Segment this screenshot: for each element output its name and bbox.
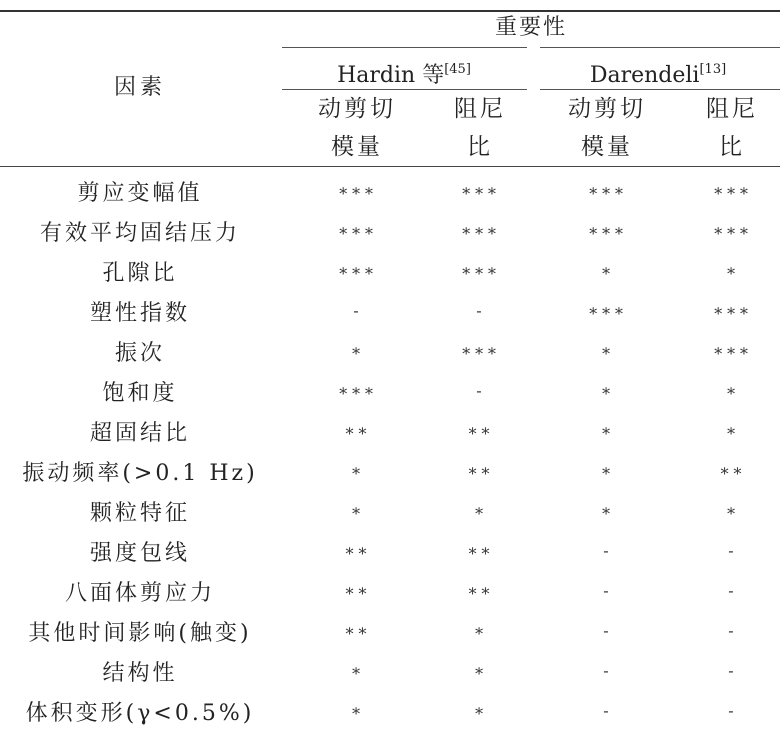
table-row [0, 450, 780, 490]
subheader-line: 模量 [331, 134, 383, 160]
rating-cell: ∗∗ [467, 581, 493, 600]
factor-cell: 有效平均固结压力 [39, 221, 241, 246]
table-row [0, 290, 780, 330]
factor-cell: 剪应变幅值 [77, 181, 203, 206]
rating-cell: ∗ [473, 661, 487, 680]
rating-cell: ∗ [350, 461, 364, 480]
darendeli-group-rule [540, 47, 780, 48]
subheader-hardin-shear-modulus [297, 90, 417, 166]
subheader-line: 模量 [581, 134, 633, 160]
subheader-line: 比 [719, 134, 745, 160]
rating-cell: - [476, 381, 484, 400]
hardin-reference: [45] [444, 62, 471, 77]
rating-cell: ∗ [600, 381, 614, 400]
rating-cell: ∗ [600, 261, 614, 280]
factor-cell: 饱和度 [102, 381, 178, 406]
rating-cell: ∗ [600, 341, 614, 360]
rating-cell: ∗∗ [344, 541, 370, 560]
rating-cell: ∗∗ [467, 421, 493, 440]
subheader-line: 比 [467, 134, 493, 160]
rating-cell: ∗∗∗ [460, 221, 500, 240]
rating-cell: ∗∗∗ [337, 221, 377, 240]
rating-cell: - [728, 701, 736, 720]
rating-cell: ∗∗∗ [587, 181, 627, 200]
rating-cell: - [728, 621, 736, 640]
table-row [0, 250, 780, 290]
rating-cell: - [603, 621, 611, 640]
rating-cell: ∗ [600, 461, 614, 480]
rating-cell: ∗∗∗ [337, 261, 377, 280]
header-factor: 因素 [113, 75, 167, 100]
rating-cell: - [728, 541, 736, 560]
table-row [0, 650, 780, 690]
rating-cell: ∗∗ [719, 461, 745, 480]
rating-cell: ∗∗∗ [712, 301, 752, 320]
rating-cell: ∗∗∗ [337, 381, 377, 400]
factor-cell: 结构性 [102, 661, 178, 686]
subheader-darendeli-damping-ratio [682, 90, 780, 166]
rating-cell: - [476, 301, 484, 320]
table-row [0, 210, 780, 250]
factor-cell: 颗粒特征 [89, 501, 191, 526]
header-hardin [337, 56, 471, 90]
darendeli-label: Darendeli [589, 63, 700, 88]
rating-cell: ∗∗∗ [587, 221, 627, 240]
hardin-label: Hardin 等 [337, 63, 445, 88]
rating-cell: ∗ [725, 421, 739, 440]
factor-cell: 其他时间影响(触变) [28, 621, 252, 646]
rating-cell: ∗∗∗ [587, 301, 627, 320]
rating-cell: ∗ [350, 501, 364, 520]
rating-cell: ∗∗∗ [460, 181, 500, 200]
rating-cell: - [353, 301, 361, 320]
rating-cell: ∗ [473, 701, 487, 720]
rating-cell: ∗∗∗ [712, 221, 752, 240]
rating-cell: ∗∗∗ [460, 341, 500, 360]
factor-cell: 振次 [114, 341, 166, 366]
rating-cell: ∗ [725, 501, 739, 520]
rating-cell: - [603, 581, 611, 600]
factor-cell: 强度包线 [89, 541, 191, 566]
subheader-line: 动剪切 [568, 96, 646, 122]
table-row [0, 610, 780, 650]
darendeli-reference: [13] [699, 62, 727, 77]
rating-cell: ∗ [350, 701, 364, 720]
rating-cell: ∗ [725, 261, 739, 280]
table-row [0, 330, 780, 370]
header-bottom-rule [0, 166, 780, 167]
table-row [0, 490, 780, 530]
hardin-group-rule [282, 47, 527, 48]
table-row [0, 410, 780, 450]
rating-cell: ∗∗∗ [712, 181, 752, 200]
rating-cell: ∗ [473, 621, 487, 640]
subheader-line: 阻尼 [454, 96, 506, 122]
rating-cell: ∗∗ [467, 541, 493, 560]
table-row [0, 370, 780, 410]
header-importance: 重要性 [494, 15, 568, 40]
rating-cell: - [603, 541, 611, 560]
rating-cell: ∗∗∗ [712, 341, 752, 360]
table-row [0, 570, 780, 610]
subheader-hardin-damping-ratio [430, 90, 530, 166]
rating-cell: ∗ [350, 661, 364, 680]
rating-cell: ∗ [600, 501, 614, 520]
rating-cell: ∗ [350, 341, 364, 360]
rating-cell: - [728, 581, 736, 600]
rating-cell: ∗∗∗ [337, 181, 377, 200]
factor-cell: 塑性指数 [89, 301, 191, 326]
factor-cell: 体积变形(γ<0.5%) [25, 701, 255, 726]
rating-cell: ∗ [473, 501, 487, 520]
table-row [0, 170, 780, 210]
rating-cell: - [603, 701, 611, 720]
rating-cell: ∗∗ [344, 421, 370, 440]
rating-cell: - [603, 661, 611, 680]
factor-cell: 振动频率(>0.1 Hz) [22, 461, 258, 486]
rating-cell: ∗∗ [344, 621, 370, 640]
table-top-rule [0, 10, 780, 12]
factor-cell: 孔隙比 [102, 261, 178, 286]
subheader-line: 动剪切 [318, 96, 396, 122]
rating-cell: ∗ [725, 381, 739, 400]
factor-cell: 八面体剪应力 [64, 581, 216, 606]
subheader-darendeli-shear-modulus [547, 90, 667, 166]
rating-cell: ∗∗ [344, 581, 370, 600]
table-row [0, 690, 780, 730]
factor-cell: 超固结比 [89, 421, 191, 446]
header-darendeli [590, 56, 726, 90]
rating-cell: ∗ [600, 421, 614, 440]
rating-cell: ∗∗ [467, 461, 493, 480]
rating-cell: - [728, 661, 736, 680]
subheader-line: 阻尼 [706, 96, 758, 122]
table-row [0, 530, 780, 570]
rating-cell: ∗∗∗ [460, 261, 500, 280]
